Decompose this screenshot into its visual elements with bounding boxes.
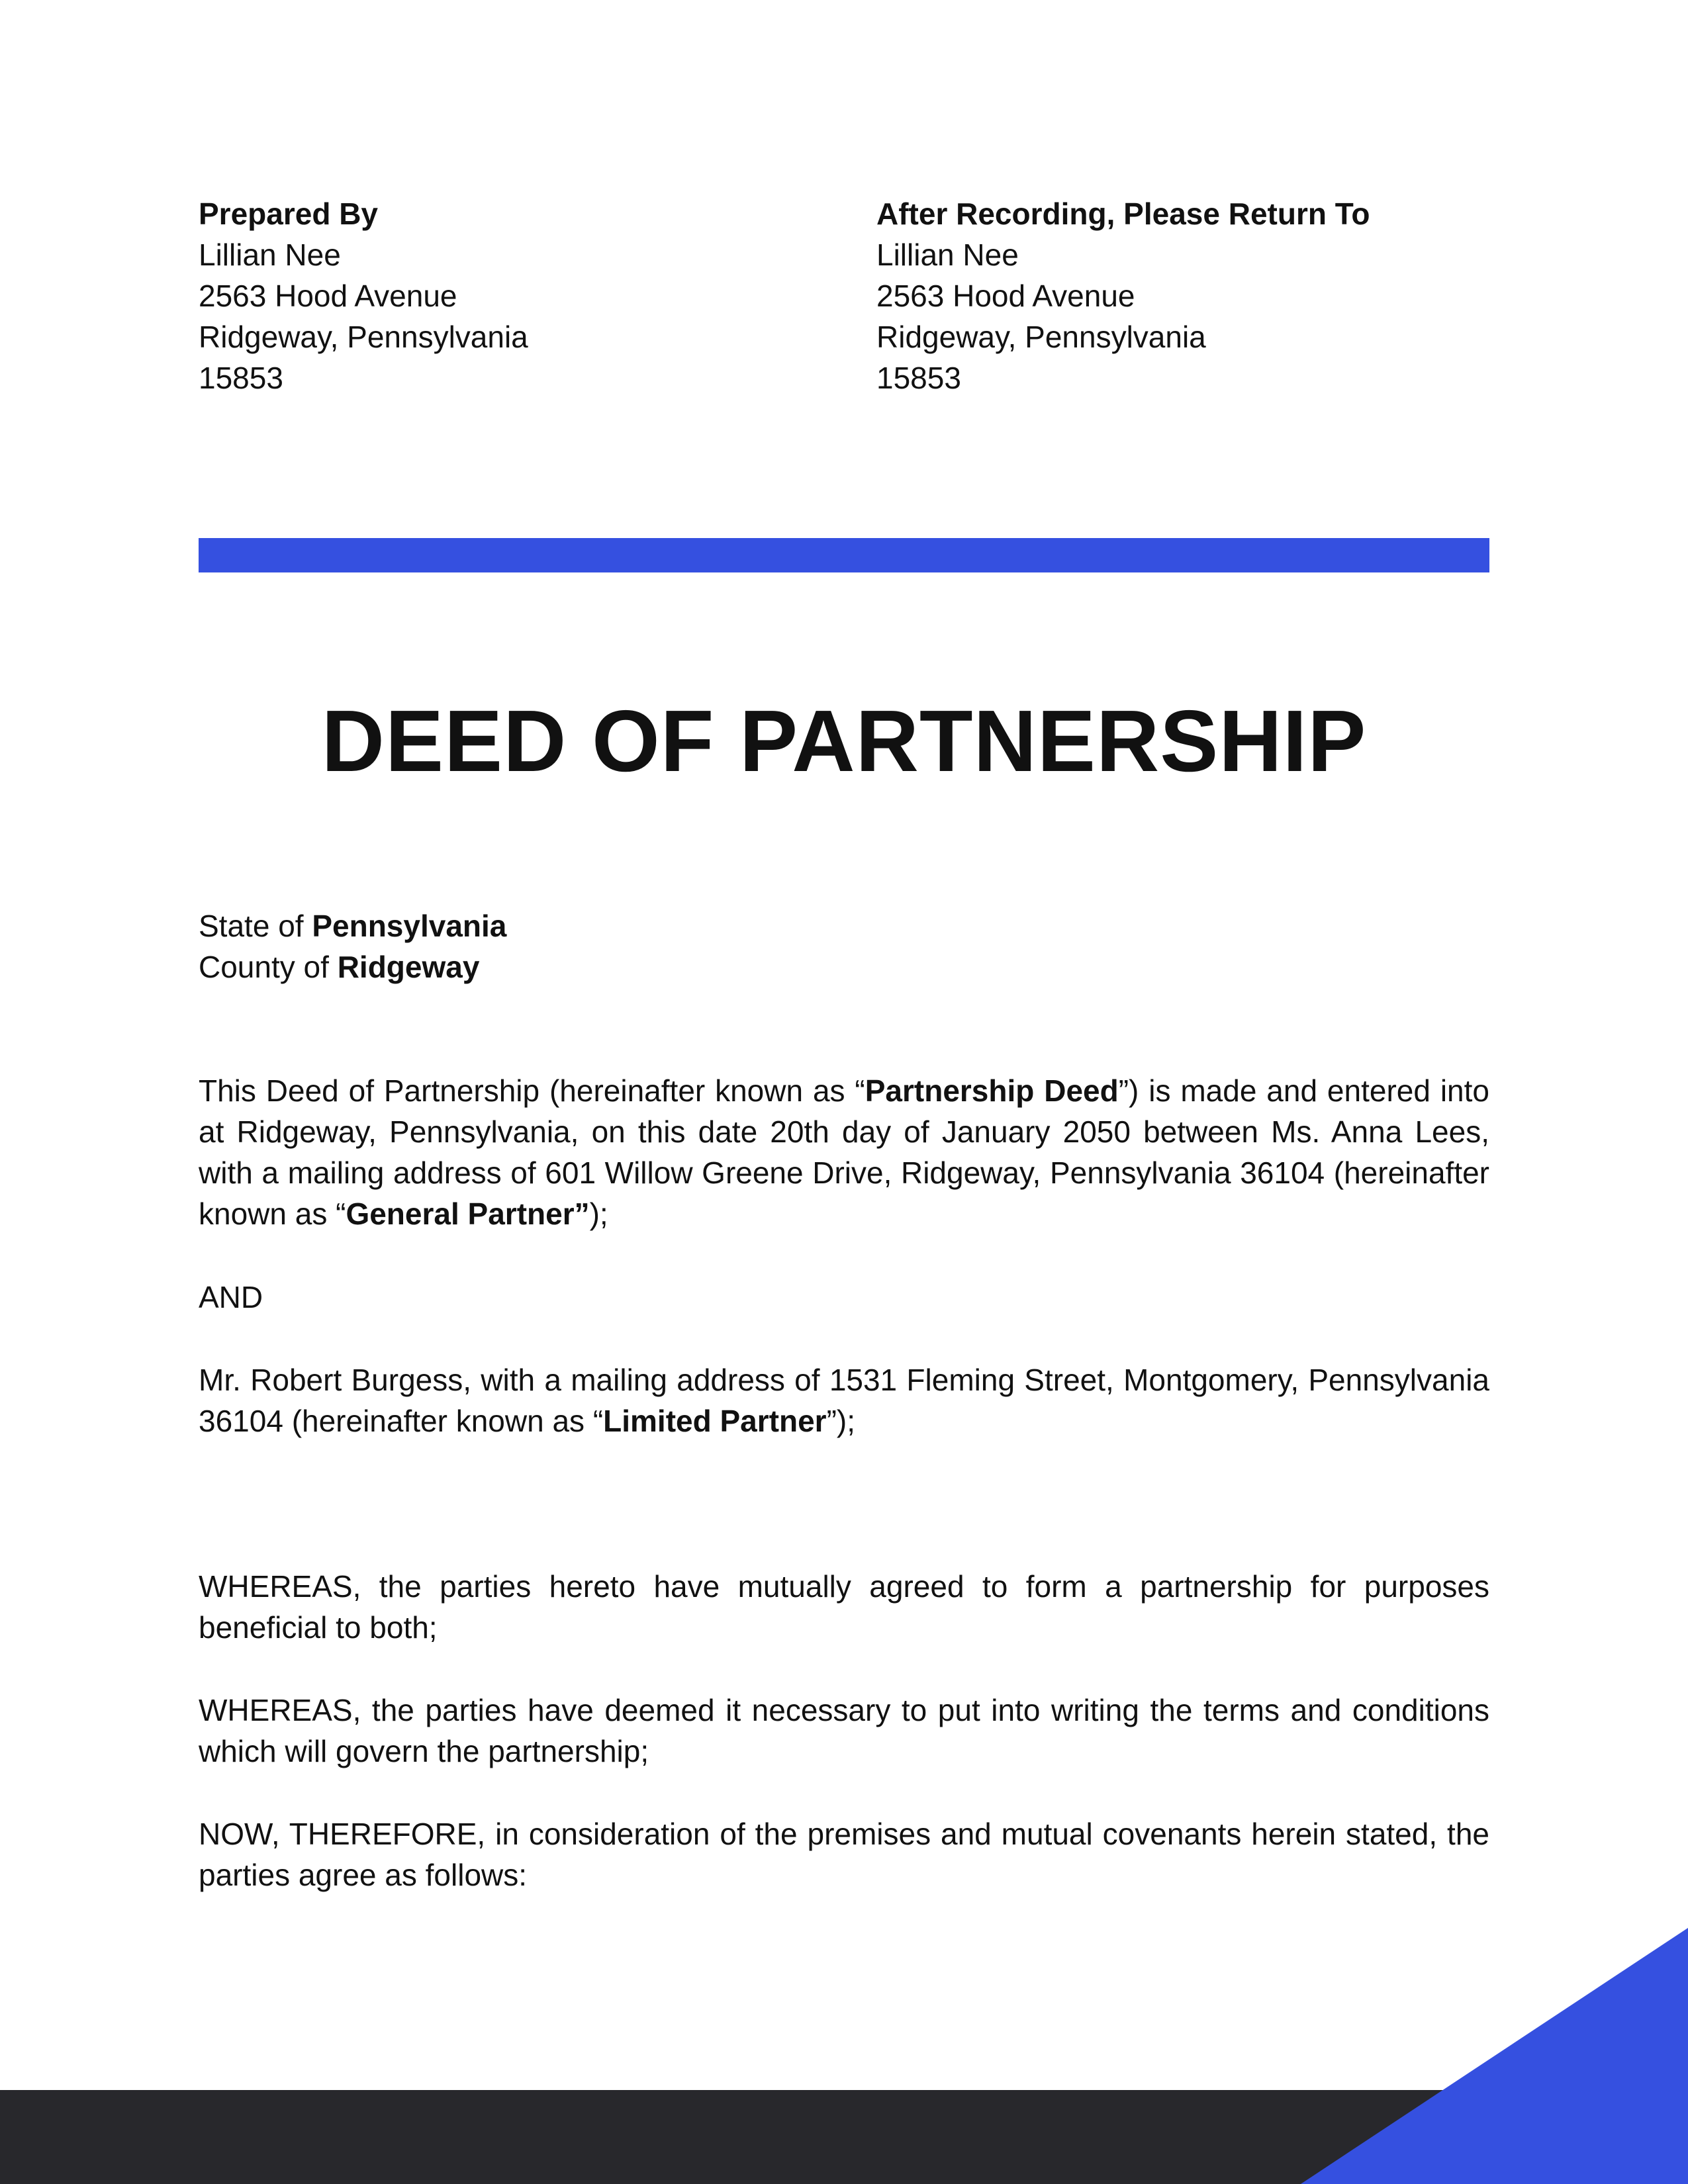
return-to-heading: After Recording, Please Return To	[876, 197, 1370, 231]
second-party-text-1: Mr. Robert Burgess, with a mailing address of 1531 Fleming Street, Montgomery, Pennsylvania 36104 (hereinafter known as “	[199, 1363, 1489, 1438]
document-title: DEED OF PARTNERSHIP	[321, 692, 1367, 790]
corner-accent-shape	[1301, 1928, 1688, 2184]
whereas-paragraph-1: WHEREAS, the parties hereto have mutually agreed to form a partnership for purposes beneficial to both;	[199, 1569, 1489, 1645]
state-value: Pennsylvania	[312, 909, 507, 943]
intro-text-3: );	[589, 1197, 608, 1231]
county-label: County of	[199, 950, 338, 984]
prepared-by-city-state: Ridgeway, Pennsylvania	[199, 320, 528, 354]
state-label: State of	[199, 909, 312, 943]
county-value: Ridgeway	[337, 950, 480, 984]
intro-text-1: This Deed of Partnership (hereinafter known as “	[199, 1073, 865, 1108]
partnership-deed-term: Partnership Deed	[865, 1073, 1119, 1108]
prepared-by-name: Lillian Nee	[199, 238, 341, 272]
and-separator: AND	[199, 1280, 263, 1314]
return-to-name: Lillian Nee	[876, 238, 1019, 272]
whereas-paragraph-2: WHEREAS, the parties have deemed it necessary to put into writing the terms and conditions which will govern the partnership;	[199, 1693, 1489, 1768]
prepared-by-zip: 15853	[199, 361, 283, 395]
return-to-city-state: Ridgeway, Pennsylvania	[876, 320, 1206, 354]
limited-partner-term: Limited Partner	[603, 1404, 827, 1438]
prepared-by-heading: Prepared By	[199, 197, 379, 231]
return-to-zip: 15853	[876, 361, 961, 395]
prepared-by-street: 2563 Hood Avenue	[199, 279, 457, 313]
general-partner-term: General Partner”	[346, 1197, 590, 1231]
now-therefore-paragraph: NOW, THEREFORE, in consideration of the premises and mutual covenants herein stated, the parties agree as follows:	[199, 1817, 1489, 1892]
second-party-text-2: ”);	[826, 1404, 855, 1438]
intro-text-2: ”) is made and entered into at Ridgeway, Pennsylvania, on this date 20th day of January 2050 between Ms. Anna Lees, with a mailing address of 601 Willow Greene Drive, Ridgeway, Pennsylvania 36104 (hereinafter known as “	[199, 1073, 1489, 1231]
return-to-street: 2563 Hood Avenue	[876, 279, 1135, 313]
